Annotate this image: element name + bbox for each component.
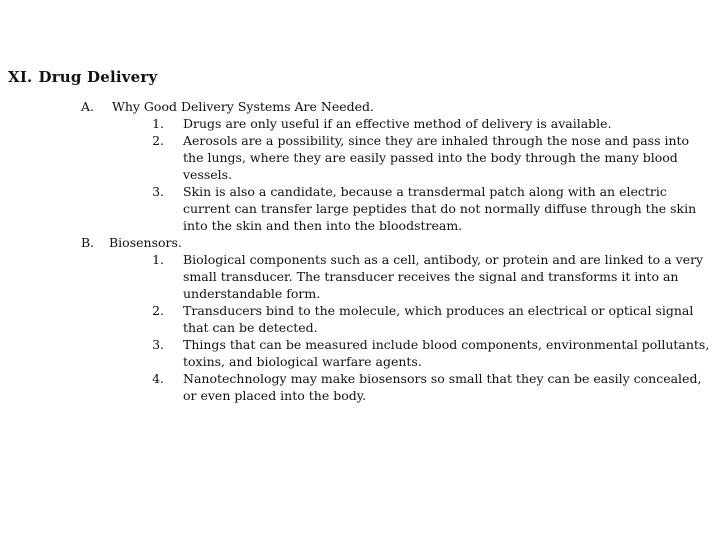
section-title: Biosensors. [109,235,182,250]
item-text: Aerosols are a possibility, since they are inhaled through the nose and pass into the lungs, where they are easily passed into the body through the many blood vessels. [183,133,690,182]
heading-title: Drug Delivery [38,68,158,86]
item-text: Transducers bind to the molecule, which produces an electrical or optical signal that can be detected. [183,303,694,335]
list-item [0,336,720,370]
page-title [8,68,157,86]
item-number: 3. [152,184,164,199]
item-number: 2. [152,133,164,148]
list-item [0,370,720,404]
item-number: 3. [152,337,164,352]
item-text: Things that can be measured include blood components, environmental pollutants, toxins, and biological warfare agents. [183,337,710,369]
item-text: Nanotechnology may make biosensors so small that they can be easily concealed, or even placed into the body. [183,371,702,403]
list-item [0,251,720,302]
list-item [0,302,720,336]
list-item [0,183,720,234]
section-letter: B. [81,235,95,250]
heading-number: XI. [8,68,33,86]
section-a-list [0,115,720,234]
item-number: 2. [152,303,164,318]
item-text: Skin is also a candidate, because a transdermal patch along with an electric current can transfer large peptides that do not normally diffuse through the skin into the skin and then into the bloodstream. [183,184,697,233]
item-text: Drugs are only useful if an effective method of delivery is available. [183,116,612,131]
item-number: 4. [152,371,164,386]
section-letter: A. [81,99,95,114]
list-item [0,132,720,183]
item-number: 1. [152,116,164,131]
section-b-list [0,251,720,404]
item-number: 1. [152,252,164,267]
list-item [0,115,720,132]
section-title: Why Good Delivery Systems Are Needed. [112,99,375,114]
item-text: Biological components such as a cell, antibody, or protein and are linked to a very small transducer. The transducer receives the signal and transforms it into an understandable form. [183,252,704,301]
